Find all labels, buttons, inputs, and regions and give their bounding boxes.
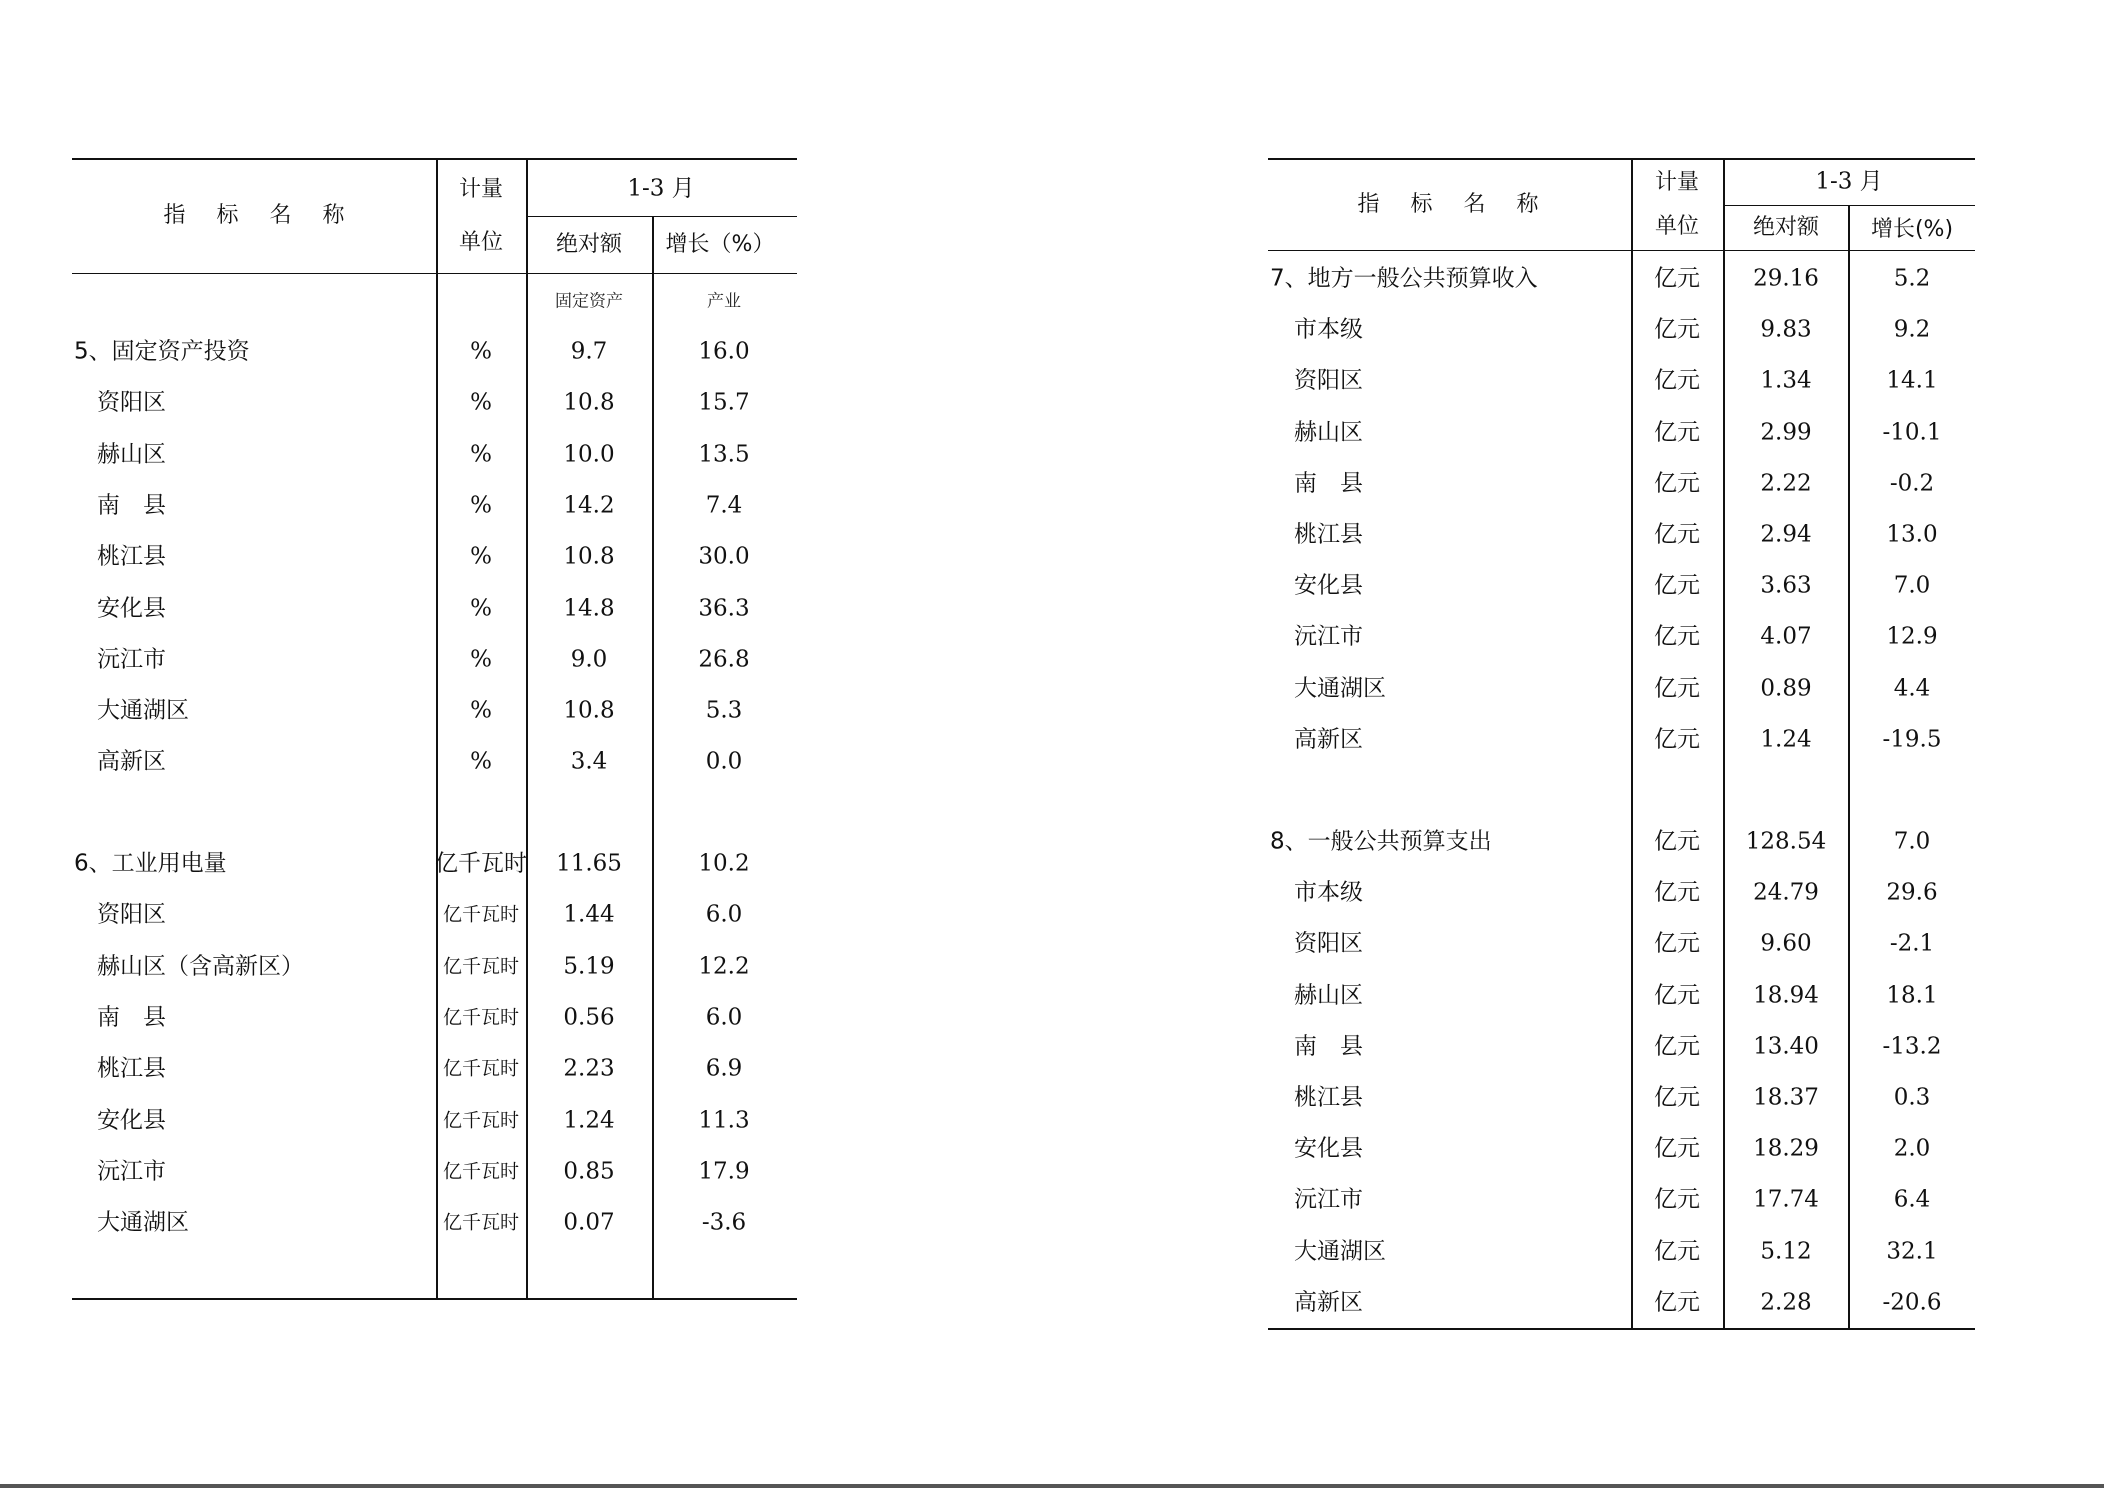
unit-cell: 亿元 xyxy=(1654,1238,1700,1265)
unit-cell: 亿元 xyxy=(1654,265,1700,292)
growth-cell: 10.2 xyxy=(698,850,750,877)
value-cell: 9.0 xyxy=(570,646,608,673)
growth-cell: 12.9 xyxy=(1886,623,1938,650)
row-name: 安化县 xyxy=(1294,1135,1363,1162)
row-name: 南 县 xyxy=(1294,470,1363,497)
growth-cell: 17.9 xyxy=(698,1158,750,1185)
value-cell: 10.8 xyxy=(563,697,615,724)
unit-header-line2: 单位 xyxy=(458,230,504,255)
unit-cell: 亿千瓦时 xyxy=(442,1006,520,1029)
value-cell: 2.94 xyxy=(1760,521,1812,548)
value-cell: 10.8 xyxy=(563,543,615,570)
unit-cell: 亿元 xyxy=(1654,521,1700,548)
growth-cell: 18.1 xyxy=(1886,982,1938,1009)
unit-cell: 亿千瓦时 xyxy=(442,1109,520,1131)
row-name: 市本级 xyxy=(1294,879,1363,906)
row-name: 赫山区（含高新区） xyxy=(97,953,304,980)
header-bottom-rule xyxy=(72,273,797,274)
growth-cell: 15.7 xyxy=(698,389,750,416)
unit-cell: 亿千瓦时 xyxy=(442,1057,520,1080)
growth-cell: 13.0 xyxy=(1886,521,1938,548)
unit-cell: % xyxy=(470,595,492,621)
unit-header-line1: 计量 xyxy=(458,177,504,202)
row-name: 资阳区 xyxy=(97,901,166,928)
unit-cell: % xyxy=(470,441,492,468)
column-divider xyxy=(652,216,654,1298)
row-name: 安化县 xyxy=(97,595,166,621)
unit-cell: 亿元 xyxy=(1654,828,1700,855)
unit-cell: 亿元 xyxy=(1654,1186,1700,1213)
row-name: 安化县 xyxy=(1294,572,1363,599)
value-cell: 3.4 xyxy=(570,748,608,775)
unit-cell: % xyxy=(470,748,492,775)
unit-cell: 亿元 xyxy=(1654,470,1700,497)
unit-cell: % xyxy=(470,646,492,673)
row-name: 大通湖区 xyxy=(1294,1238,1386,1265)
growth-cell: 36.3 xyxy=(698,595,750,621)
indicator-header: 指 标 名 称 xyxy=(1357,192,1551,217)
unit-cell: 亿元 xyxy=(1654,726,1700,753)
value-cell: 1.24 xyxy=(563,1107,615,1133)
unit-cell: 亿元 xyxy=(1654,1033,1700,1060)
row-name: 南 县 xyxy=(1294,1033,1363,1060)
value-cell: 18.29 xyxy=(1753,1135,1819,1162)
unit-cell: % xyxy=(470,492,492,519)
row-name: 大通湖区 xyxy=(97,697,189,724)
indicator-header: 指 标 名 称 xyxy=(163,203,357,228)
growth-cell: 13.5 xyxy=(698,441,750,468)
value-cell: 18.37 xyxy=(1753,1084,1819,1111)
row-name: 赫山区 xyxy=(1294,982,1363,1009)
value-cell: 29.16 xyxy=(1753,265,1819,292)
unit-cell: % xyxy=(470,543,492,570)
unit-cell: 亿元 xyxy=(1654,930,1700,957)
value-cell: 1.44 xyxy=(563,901,615,928)
value-cell: 9.60 xyxy=(1760,930,1812,957)
unit-cell: 亿元 xyxy=(1654,675,1700,702)
growth-cell: 29.6 xyxy=(1886,879,1938,906)
growth-cell: 7.0 xyxy=(1893,828,1931,855)
value-cell: 10.0 xyxy=(563,441,615,468)
unit-cell: % xyxy=(470,697,492,724)
value-cell: 2.22 xyxy=(1760,470,1812,497)
row-name: 沅江市 xyxy=(97,646,166,673)
growth-cell: 9.2 xyxy=(1893,316,1931,343)
unit-cell: 亿元 xyxy=(1654,623,1700,650)
absolute-header: 绝对额 xyxy=(555,232,623,257)
growth-cell: -0.2 xyxy=(1889,470,1935,497)
absolute-header: 绝对额 xyxy=(1752,215,1820,240)
row-name: 高新区 xyxy=(97,748,166,775)
row-name: 桃江县 xyxy=(97,1055,166,1082)
row-name: 大通湖区 xyxy=(97,1209,189,1236)
period-header: 1-3 月 xyxy=(1815,168,1883,195)
value-cell: 0.89 xyxy=(1760,675,1812,702)
value-cell: 13.40 xyxy=(1753,1033,1819,1060)
growth-cell: 32.1 xyxy=(1886,1238,1938,1265)
unit-cell: 亿千瓦时 xyxy=(442,1211,520,1234)
column-divider xyxy=(526,158,528,1298)
row-name: 市本级 xyxy=(1294,316,1363,343)
column-note: 固定资产 xyxy=(555,291,623,312)
unit-cell: 亿元 xyxy=(1654,1289,1700,1316)
row-name: 沅江市 xyxy=(1294,1186,1363,1213)
growth-cell: 2.0 xyxy=(1893,1135,1931,1162)
growth-cell: 4.4 xyxy=(1893,675,1931,702)
column-divider xyxy=(1848,205,1850,1328)
growth-cell: 6.9 xyxy=(705,1055,743,1082)
unit-cell: 亿元 xyxy=(1654,419,1700,446)
unit-cell: 亿千瓦时 xyxy=(435,850,527,877)
column-divider xyxy=(1631,158,1633,1328)
period-under-rule xyxy=(526,216,797,217)
row-name: 南 县 xyxy=(97,1004,166,1031)
value-cell: 14.8 xyxy=(563,595,615,621)
row-name: 安化县 xyxy=(97,1107,166,1133)
unit-cell: 亿元 xyxy=(1654,367,1700,394)
growth-cell: -20.6 xyxy=(1882,1289,1942,1316)
value-cell: 5.19 xyxy=(563,953,615,980)
value-cell: 2.28 xyxy=(1760,1289,1812,1316)
unit-cell: 亿元 xyxy=(1654,879,1700,906)
unit-cell: 亿千瓦时 xyxy=(442,955,520,978)
value-cell: 14.2 xyxy=(563,492,615,519)
row-name: 资阳区 xyxy=(1294,367,1363,394)
row-name: 桃江县 xyxy=(97,543,166,570)
row-name: 资阳区 xyxy=(1294,930,1363,957)
value-cell: 0.85 xyxy=(563,1158,615,1185)
table-top-rule xyxy=(1268,158,1975,160)
growth-header: 增长(%) xyxy=(1870,217,1954,242)
table-bottom-rule xyxy=(72,1298,797,1300)
growth-cell: 14.1 xyxy=(1886,367,1938,394)
page-bottom-edge xyxy=(0,1484,2104,1488)
unit-header-line1: 计量 xyxy=(1654,170,1700,195)
unit-cell: % xyxy=(470,338,492,365)
value-cell: 10.8 xyxy=(563,389,615,416)
column-divider xyxy=(1723,158,1725,1328)
unit-cell: 亿元 xyxy=(1654,316,1700,343)
growth-cell: -13.2 xyxy=(1882,1033,1942,1060)
value-cell: 9.7 xyxy=(570,338,608,365)
unit-cell: 亿元 xyxy=(1654,982,1700,1009)
growth-cell: 6.0 xyxy=(705,1004,743,1031)
unit-cell: 亿元 xyxy=(1654,1135,1700,1162)
value-cell: 1.34 xyxy=(1760,367,1812,394)
row-name: 南 县 xyxy=(97,492,166,519)
growth-header: 增长（%） xyxy=(665,232,775,257)
section-title: 6、工业用电量 xyxy=(74,850,227,877)
row-name: 桃江县 xyxy=(1294,1084,1363,1111)
growth-cell: -10.1 xyxy=(1882,419,1942,446)
value-cell: 17.74 xyxy=(1753,1186,1819,1213)
value-cell: 11.65 xyxy=(556,850,622,877)
value-cell: 4.07 xyxy=(1760,623,1812,650)
value-cell: 2.99 xyxy=(1760,419,1812,446)
growth-cell: 5.3 xyxy=(705,697,743,724)
value-cell: 24.79 xyxy=(1753,879,1819,906)
growth-cell: -19.5 xyxy=(1882,726,1942,753)
unit-cell: 亿千瓦时 xyxy=(442,1160,520,1183)
row-name: 高新区 xyxy=(1294,726,1363,753)
unit-header-line2: 单位 xyxy=(1654,214,1700,239)
value-cell: 2.23 xyxy=(563,1055,615,1082)
growth-cell: 0.0 xyxy=(705,748,743,775)
unit-cell: 亿元 xyxy=(1654,572,1700,599)
growth-cell: -2.1 xyxy=(1889,930,1935,957)
growth-cell: 12.2 xyxy=(698,953,750,980)
growth-cell: 0.3 xyxy=(1893,1084,1931,1111)
growth-cell: 7.4 xyxy=(705,492,743,519)
row-name: 赫山区 xyxy=(1294,419,1363,446)
row-name: 沅江市 xyxy=(97,1158,166,1185)
period-header: 1-3 月 xyxy=(627,175,695,202)
value-cell: 128.54 xyxy=(1745,828,1827,855)
row-name: 资阳区 xyxy=(97,389,166,416)
value-cell: 1.24 xyxy=(1760,726,1812,753)
value-cell: 9.83 xyxy=(1760,316,1812,343)
table-top-rule xyxy=(72,158,797,160)
growth-cell: 11.3 xyxy=(698,1107,750,1133)
header-bottom-rule xyxy=(1268,250,1975,251)
value-cell: 0.56 xyxy=(563,1004,615,1031)
column-note: 产业 xyxy=(707,291,741,312)
row-name: 桃江县 xyxy=(1294,521,1363,548)
growth-cell: 26.8 xyxy=(698,646,750,673)
row-name: 大通湖区 xyxy=(1294,675,1386,702)
unit-cell: % xyxy=(470,389,492,416)
growth-cell: 6.4 xyxy=(1893,1186,1931,1213)
value-cell: 18.94 xyxy=(1753,982,1819,1009)
value-cell: 5.12 xyxy=(1760,1238,1812,1265)
value-cell: 3.63 xyxy=(1760,572,1812,599)
section-title: 8、一般公共预算支出 xyxy=(1270,828,1492,855)
value-cell: 0.07 xyxy=(563,1209,615,1236)
growth-cell: 5.2 xyxy=(1893,265,1931,292)
unit-cell: 亿元 xyxy=(1654,1084,1700,1111)
growth-cell: 6.0 xyxy=(705,901,743,928)
growth-cell: -3.6 xyxy=(701,1209,747,1236)
growth-cell: 7.0 xyxy=(1893,572,1931,599)
table-bottom-rule xyxy=(1268,1328,1975,1330)
section-title: 7、地方一般公共预算收入 xyxy=(1270,265,1538,292)
row-name: 高新区 xyxy=(1294,1289,1363,1316)
unit-cell: 亿千瓦时 xyxy=(442,903,520,926)
growth-cell: 30.0 xyxy=(698,543,750,570)
row-name: 赫山区 xyxy=(97,441,166,468)
section-title: 5、固定资产投资 xyxy=(74,338,250,365)
row-name: 沅江市 xyxy=(1294,623,1363,650)
column-divider xyxy=(436,158,438,1298)
growth-cell: 16.0 xyxy=(698,338,750,365)
